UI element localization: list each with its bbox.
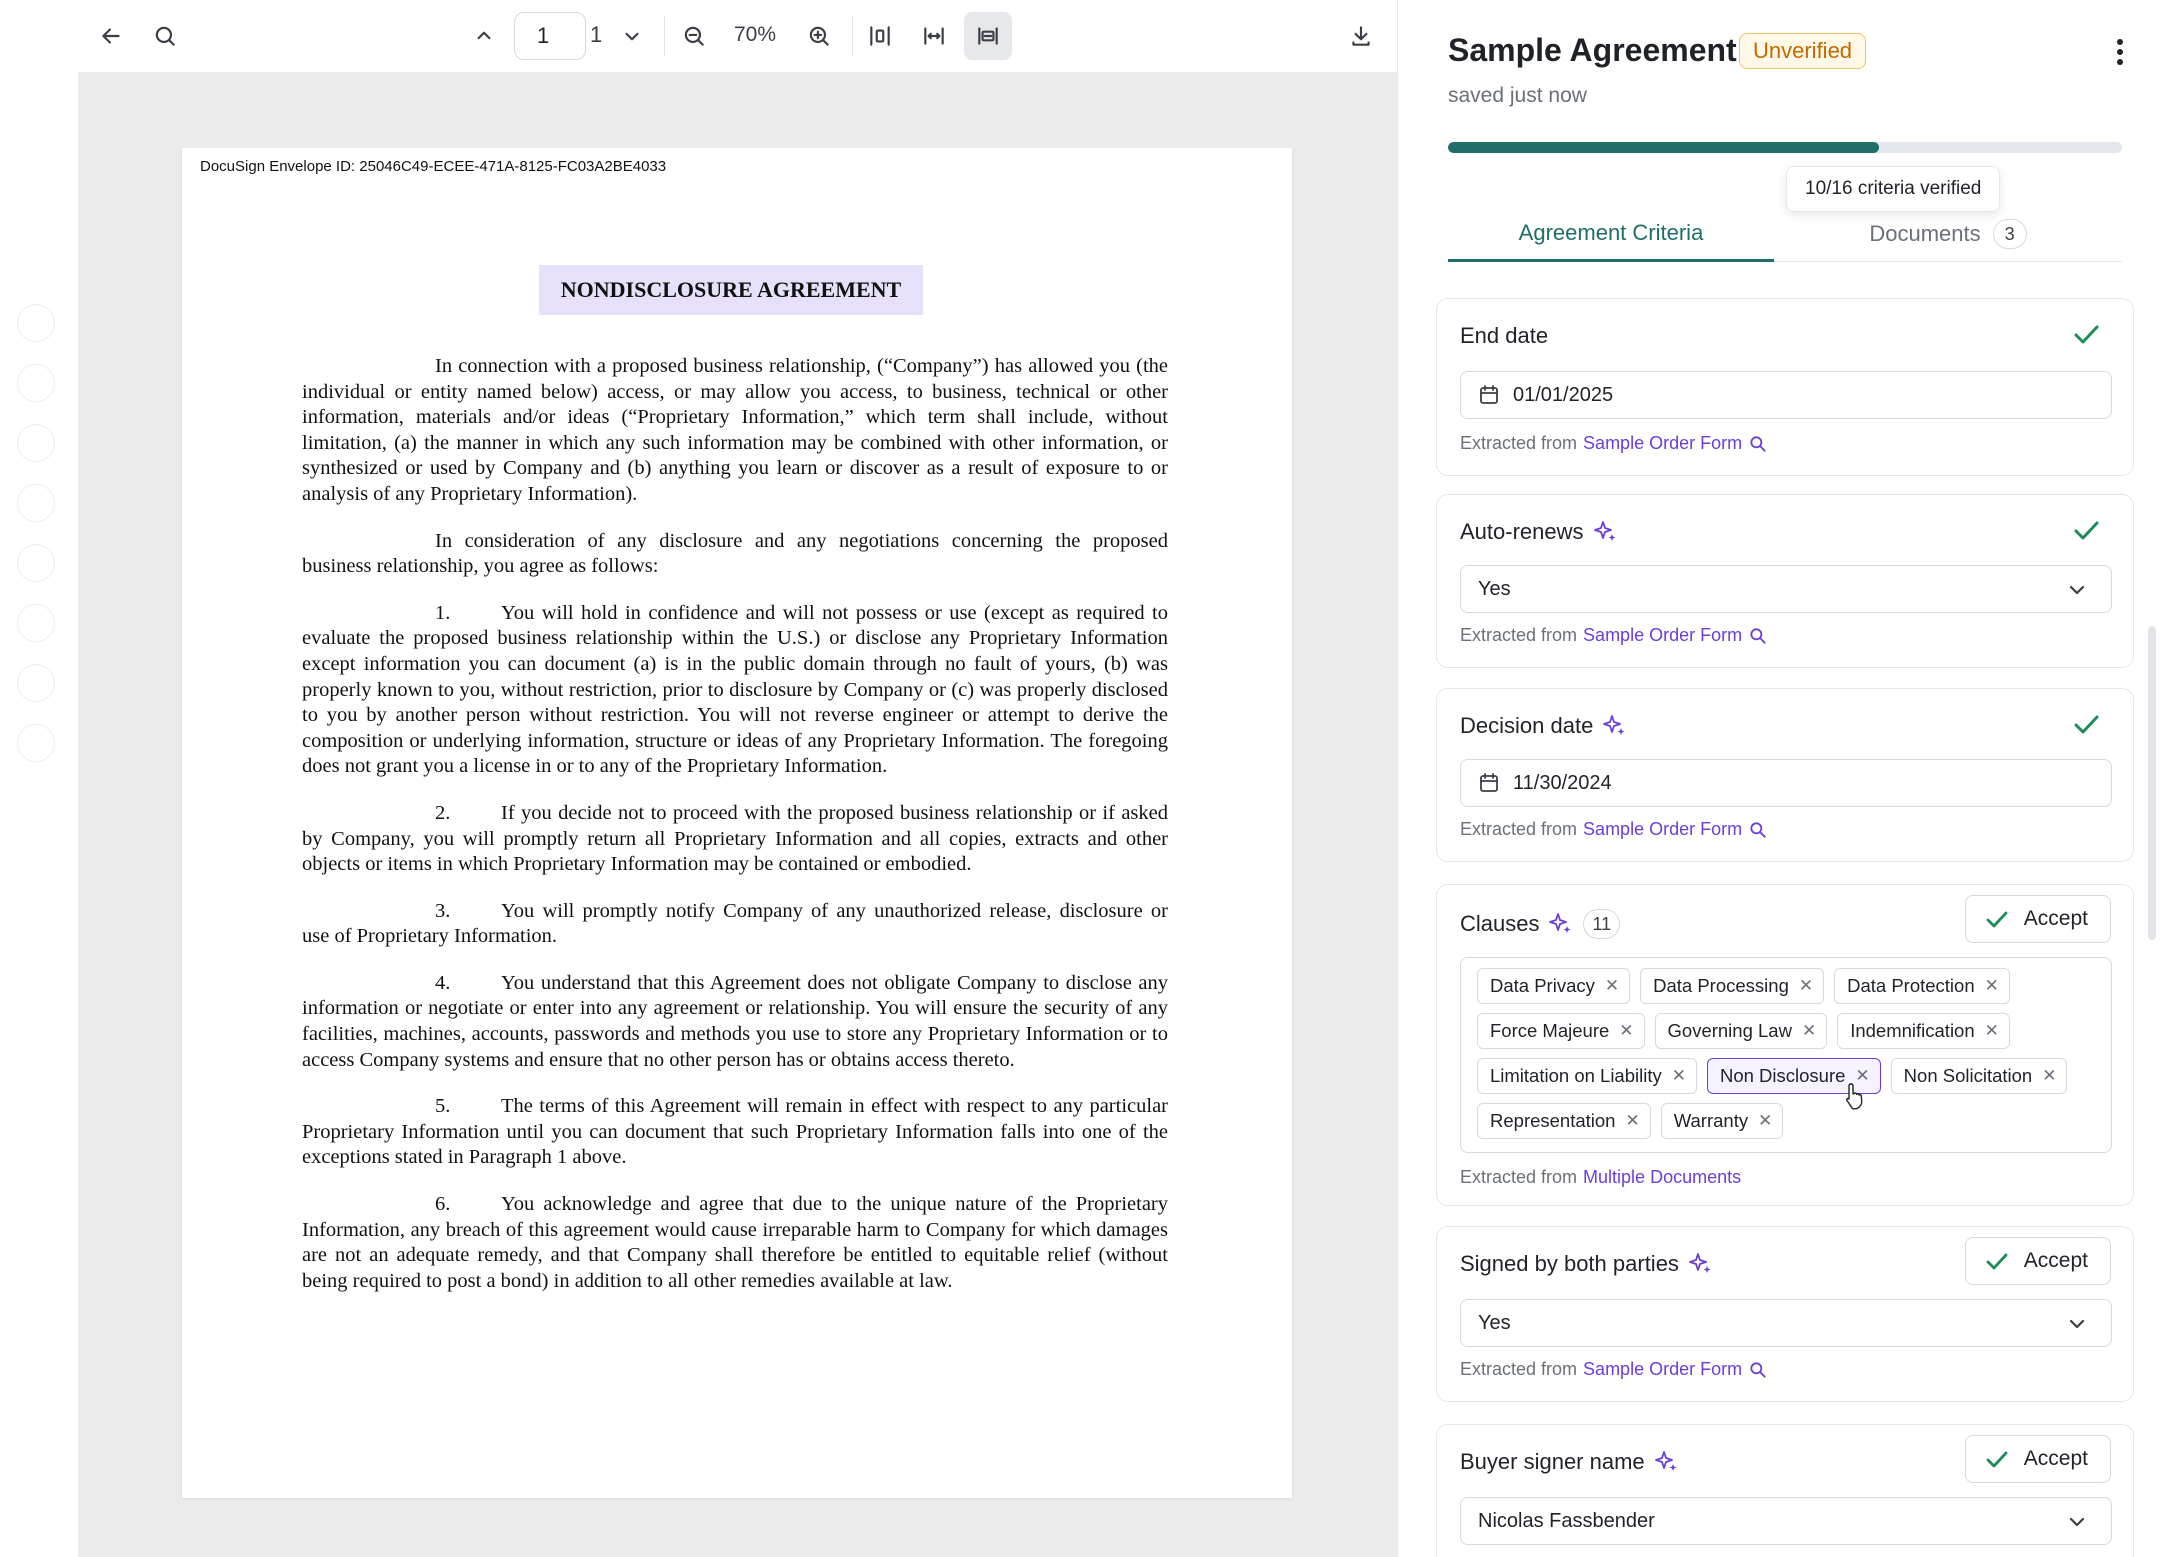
chevron-down-icon[interactable] [608,12,656,60]
paragraph-text: If you decide not to proceed with the proposed business relationship or if asked by Company, you will promptly return all Proprietary Information and all copies, extracts and other objects or items in which Proprietary Information may be contained or embodied. [302,801,1168,876]
numbered-paragraph [302,899,1168,950]
document-body [302,354,1168,1315]
clause-count-badge: 11 [1583,909,1620,939]
chevron-down-icon [2065,1312,2089,1336]
document-title: NONDISCLOSURE AGREEMENT [539,265,923,315]
thumbnail-rail [0,72,78,1557]
criterion-card-auto-renews [1436,494,2134,668]
chip-label: Data Processing [1653,975,1789,996]
chip-label: Data Protection [1847,975,1975,996]
criterion-card-clauses [1436,884,2134,1206]
thumbnail-placeholder[interactable] [17,424,55,462]
zoom-out-icon[interactable] [670,12,718,60]
chip-label: Limitation on Liability [1490,1065,1662,1086]
progress-tooltip: 10/16 criteria verified [1786,166,2000,212]
numbered-paragraph [302,1094,1168,1171]
clause-chip[interactable] [1837,1013,2010,1049]
clause-chip[interactable] [1477,1103,1651,1139]
criterion-label-text: Signed by both parties [1460,1251,1679,1276]
field-value: 11/30/2024 [1513,771,1612,794]
accept-label: Accept [2023,1447,2088,1470]
chip-label: Non Solicitation [1903,1065,2033,1086]
verified-check-icon [2071,319,2101,349]
remove-chip-icon[interactable]: ✕ [1625,1111,1640,1130]
criterion-label [1460,1251,1713,1277]
thumbnail-placeholder[interactable] [17,364,55,402]
criterion-label-text: End date [1460,323,1549,348]
extracted-from [1460,625,1768,646]
auto-renews-select[interactable] [1460,565,2112,613]
criterion-card-decision-date [1436,688,2134,862]
extracted-prefix: Extracted from [1460,1359,1578,1379]
criterion-label [1460,1449,1679,1475]
progress-fill [1448,142,1879,153]
search-source-icon[interactable] [1748,626,1768,646]
search-source-icon[interactable] [1748,1360,1768,1380]
check-icon [1984,906,2010,932]
clause-chip[interactable] [1640,968,1824,1004]
paragraph-number: 2. [435,801,451,824]
criterion-label-text: Auto-renews [1460,519,1584,544]
documents-count-badge: 3 [1993,219,2027,249]
accept-label: Accept [2023,1249,2088,1272]
end-date-field[interactable] [1460,371,2112,419]
chips-row [1477,968,2020,1004]
select-value: Yes [1478,577,1511,600]
chips-row [1477,1013,2020,1049]
thumbnail-placeholder[interactable] [17,724,55,762]
page-number-input[interactable] [514,12,586,60]
agreement-title: Sample Agreement [1448,32,1737,68]
criterion-label [1460,519,1618,545]
ai-sparkle-icon [1653,1449,1679,1475]
check-icon [1984,1248,2010,1274]
extracted-from [1460,819,1768,840]
document-page [182,148,1292,1498]
criterion-label-text: Clauses [1460,911,1540,936]
source-link[interactable]: Multiple Documents [1583,1167,1742,1187]
paragraph-number: 5. [435,1095,451,1118]
criterion-label-text: Decision date [1460,713,1594,738]
thumbnail-placeholder[interactable] [17,604,55,642]
back-arrow-icon[interactable] [87,12,135,60]
remove-chip-icon[interactable]: ✕ [1984,976,1999,995]
extracted-from [1460,433,1768,454]
panel-tabs [1448,206,2122,262]
clause-chip[interactable] [1661,1103,1784,1139]
clause-chip[interactable] [1477,1013,1645,1049]
remove-chip-icon[interactable]: ✕ [1855,1066,1870,1085]
source-link[interactable]: Sample Order Form [1583,1359,1743,1379]
criterion-card-signed-by-both [1436,1226,2134,1402]
paragraph-text: You understand that this Agreement does not obligate Company to disclose any information or negotiate or enter into any agreement or relationship. You will ensure the security of any facilities, machines, accounts, passwords and methods you use to store any Proprietary Information or to access Company systems and ensure that no other person has or obtains access thereto. [302,971,1168,1071]
ai-sparkle-icon [1592,519,1618,545]
chips-row [1477,1103,1793,1139]
zoom-level: 70% [734,23,777,46]
chip-label: Indemnification [1850,1020,1975,1041]
numbered-paragraph [302,971,1168,1073]
extracted-prefix: Extracted from [1460,819,1578,839]
clause-chip[interactable] [1834,968,2010,1004]
signed-by-both-select[interactable] [1460,1299,2112,1347]
accept-label: Accept [2023,907,2088,930]
buyer-signer-select[interactable] [1460,1497,2112,1545]
toolbar-divider [852,16,853,56]
criteria-panel [1397,0,2160,1557]
source-link[interactable]: Sample Order Form [1583,433,1743,453]
fit-page-icon[interactable] [964,12,1012,60]
ai-sparkle-icon [1547,911,1573,937]
document-paragraph: In connection with a proposed business relationship, (“Company”) has allowed you (the individual or entity named below) access, or may allow you access, to business, technical or other information, materials and/or ideas (“Proprietary Information,” which term shall include, without limitation, (a) the manner in which any such information may be combined with other information, or synthesized or used by Company and (b) anything you learn or discover as a result of exposure to or analysis of any Proprietary Information). [302,355,1168,505]
chip-label: Force Majeure [1490,1020,1610,1041]
thumbnail-placeholder[interactable] [17,544,55,582]
tab-agreement-criteria[interactable] [1448,206,1774,262]
chips-row [1477,1058,2077,1094]
viewer-toolbar [0,0,1397,72]
verified-check-icon [2071,709,2101,739]
extracted-prefix: Extracted from [1460,433,1578,453]
paragraph-text: You will promptly notify Company of any unauthorized release, disclosure or use of Proprietary Information. [302,899,1168,948]
thumbnail-placeholder[interactable] [17,304,55,342]
search-icon[interactable] [141,12,189,60]
criterion-card-buyer-signer [1436,1424,2134,1557]
ai-sparkle-icon [1601,713,1627,739]
accept-button[interactable] [1965,1435,2111,1483]
saved-status: saved just now [1448,84,1587,107]
remove-chip-icon[interactable]: ✕ [1758,1111,1773,1130]
thumbnail-placeholder[interactable] [17,664,55,702]
paragraph-text: The terms of this Agreement will remain in effect with respect to any particular Proprietary Information until you can document that such Proprietary Information falls into one of the exceptions stated in Paragraph 1 above. [302,1095,1168,1169]
chevron-down-icon [2065,578,2089,602]
ai-sparkle-icon [1687,1251,1713,1277]
remove-chip-icon[interactable]: ✕ [1801,1021,1817,1040]
fit-height-icon[interactable] [856,12,904,60]
remove-chip-icon[interactable]: ✕ [2042,1066,2057,1085]
extracted-from [1460,1359,1768,1380]
envelope-id: DocuSign Envelope ID: 25046C49-ECEE-471A-8125-FC03A2BE4033 [200,158,667,175]
search-source-icon[interactable] [1748,820,1768,840]
tab-label: Agreement Criteria [1518,219,1704,245]
extracted-prefix: Extracted from [1460,625,1578,645]
paragraph-number: 3. [435,899,451,922]
field-value: 01/01/2025 [1513,383,1614,406]
paragraph-number: 4. [435,971,451,994]
paragraph-text: You acknowledge and agree that due to the unique nature of the Proprietary Information, any breach of this agreement would cause irreparable harm to Company for which damages are not an adequate remedy, and that Company shall therefore be entitled to equitable relief (without being required to post a bond) in addition to all other remedies available at law. [302,1193,1168,1292]
paragraph-number: 6. [435,1193,451,1216]
thumbnail-placeholder[interactable] [17,484,55,522]
extracted-from [1460,1167,1741,1188]
chip-label: Warranty [1673,1110,1749,1131]
check-icon [1984,1446,2010,1472]
chip-label: Governing Law [1667,1020,1792,1041]
numbered-paragraph [302,1192,1168,1294]
document-paragraph: In consideration of any disclosure and any negotiations concerning the proposed business relationship, you agree as follows: [302,529,1168,578]
source-link[interactable]: Sample Order Form [1583,819,1743,839]
accept-button[interactable] [1965,895,2111,943]
paragraph-number: 1. [435,601,451,624]
accept-button[interactable] [1965,1237,2111,1285]
download-icon[interactable] [1337,12,1385,60]
remove-chip-icon[interactable]: ✕ [1619,1021,1634,1040]
numbered-paragraph [302,601,1168,780]
clause-chip[interactable] [1655,1013,1828,1049]
zoom-in-icon[interactable] [795,12,843,60]
criterion-label [1460,713,1627,739]
remove-chip-icon[interactable]: ✕ [1671,1066,1686,1085]
chip-label: Representation [1490,1110,1616,1131]
decision-date-field[interactable] [1460,759,2112,807]
chip-label: Data Privacy [1490,975,1595,996]
clause-chip[interactable] [1477,968,1630,1004]
tab-label: Documents [1869,221,1981,246]
criterion-label-text: Buyer signer name [1460,1449,1645,1474]
remove-chip-icon[interactable]: ✕ [1604,976,1620,995]
panel-scrollbar[interactable] [2148,626,2156,940]
criterion-label [1460,323,1548,349]
status-badge: Unverified [1739,33,1866,69]
chevron-down-icon [2065,1510,2089,1534]
select-value: Yes [1478,1311,1511,1334]
select-value: Nicolas Fassbender [1478,1509,1655,1532]
clause-chip[interactable] [1891,1058,2068,1094]
verified-check-icon [2071,515,2101,545]
calendar-icon [1477,383,1501,407]
chip-label: Non Disclosure [1719,1065,1846,1086]
remove-chip-icon[interactable]: ✕ [1798,976,1814,995]
more-options-icon[interactable] [2110,36,2130,68]
calendar-icon [1477,771,1501,795]
search-source-icon[interactable] [1748,434,1768,454]
fit-width-icon[interactable] [910,12,958,60]
clauses-multiselect[interactable] [1460,957,2112,1153]
tab-documents[interactable] [1774,206,2122,262]
source-link[interactable]: Sample Order Form [1583,625,1743,645]
clause-chip[interactable] [1477,1058,1697,1094]
chevron-up-icon[interactable] [460,12,508,60]
criterion-label [1460,909,1620,939]
paragraph-text: You will hold in confidence and will not possess or use (except as required to evaluate the proposed business relationship within the U.S.) or disclose any Proprietary Information except information you can document (a) is in the public domain through no fault of yours, (b) was properly known to you, without restriction, prior to disclosure by Company or (c) was properly disclosed to you by another person without restriction. You will not reverse engineer or attempt to derive the composition or underlying information, structure or ideas of any Proprietary Information. The foregoing does not grant you a license in or to any of the Proprietary Information. [302,601,1168,778]
hand-cursor-icon [1843,1082,1867,1112]
verification-progress-bar [1448,142,2122,153]
numbered-paragraph [302,801,1168,878]
page-total: 1 [590,22,603,47]
remove-chip-icon[interactable]: ✕ [1984,1021,1999,1040]
criterion-card-end-date [1436,298,2134,476]
extracted-prefix: Extracted from [1460,1167,1578,1187]
toolbar-divider [664,16,665,56]
